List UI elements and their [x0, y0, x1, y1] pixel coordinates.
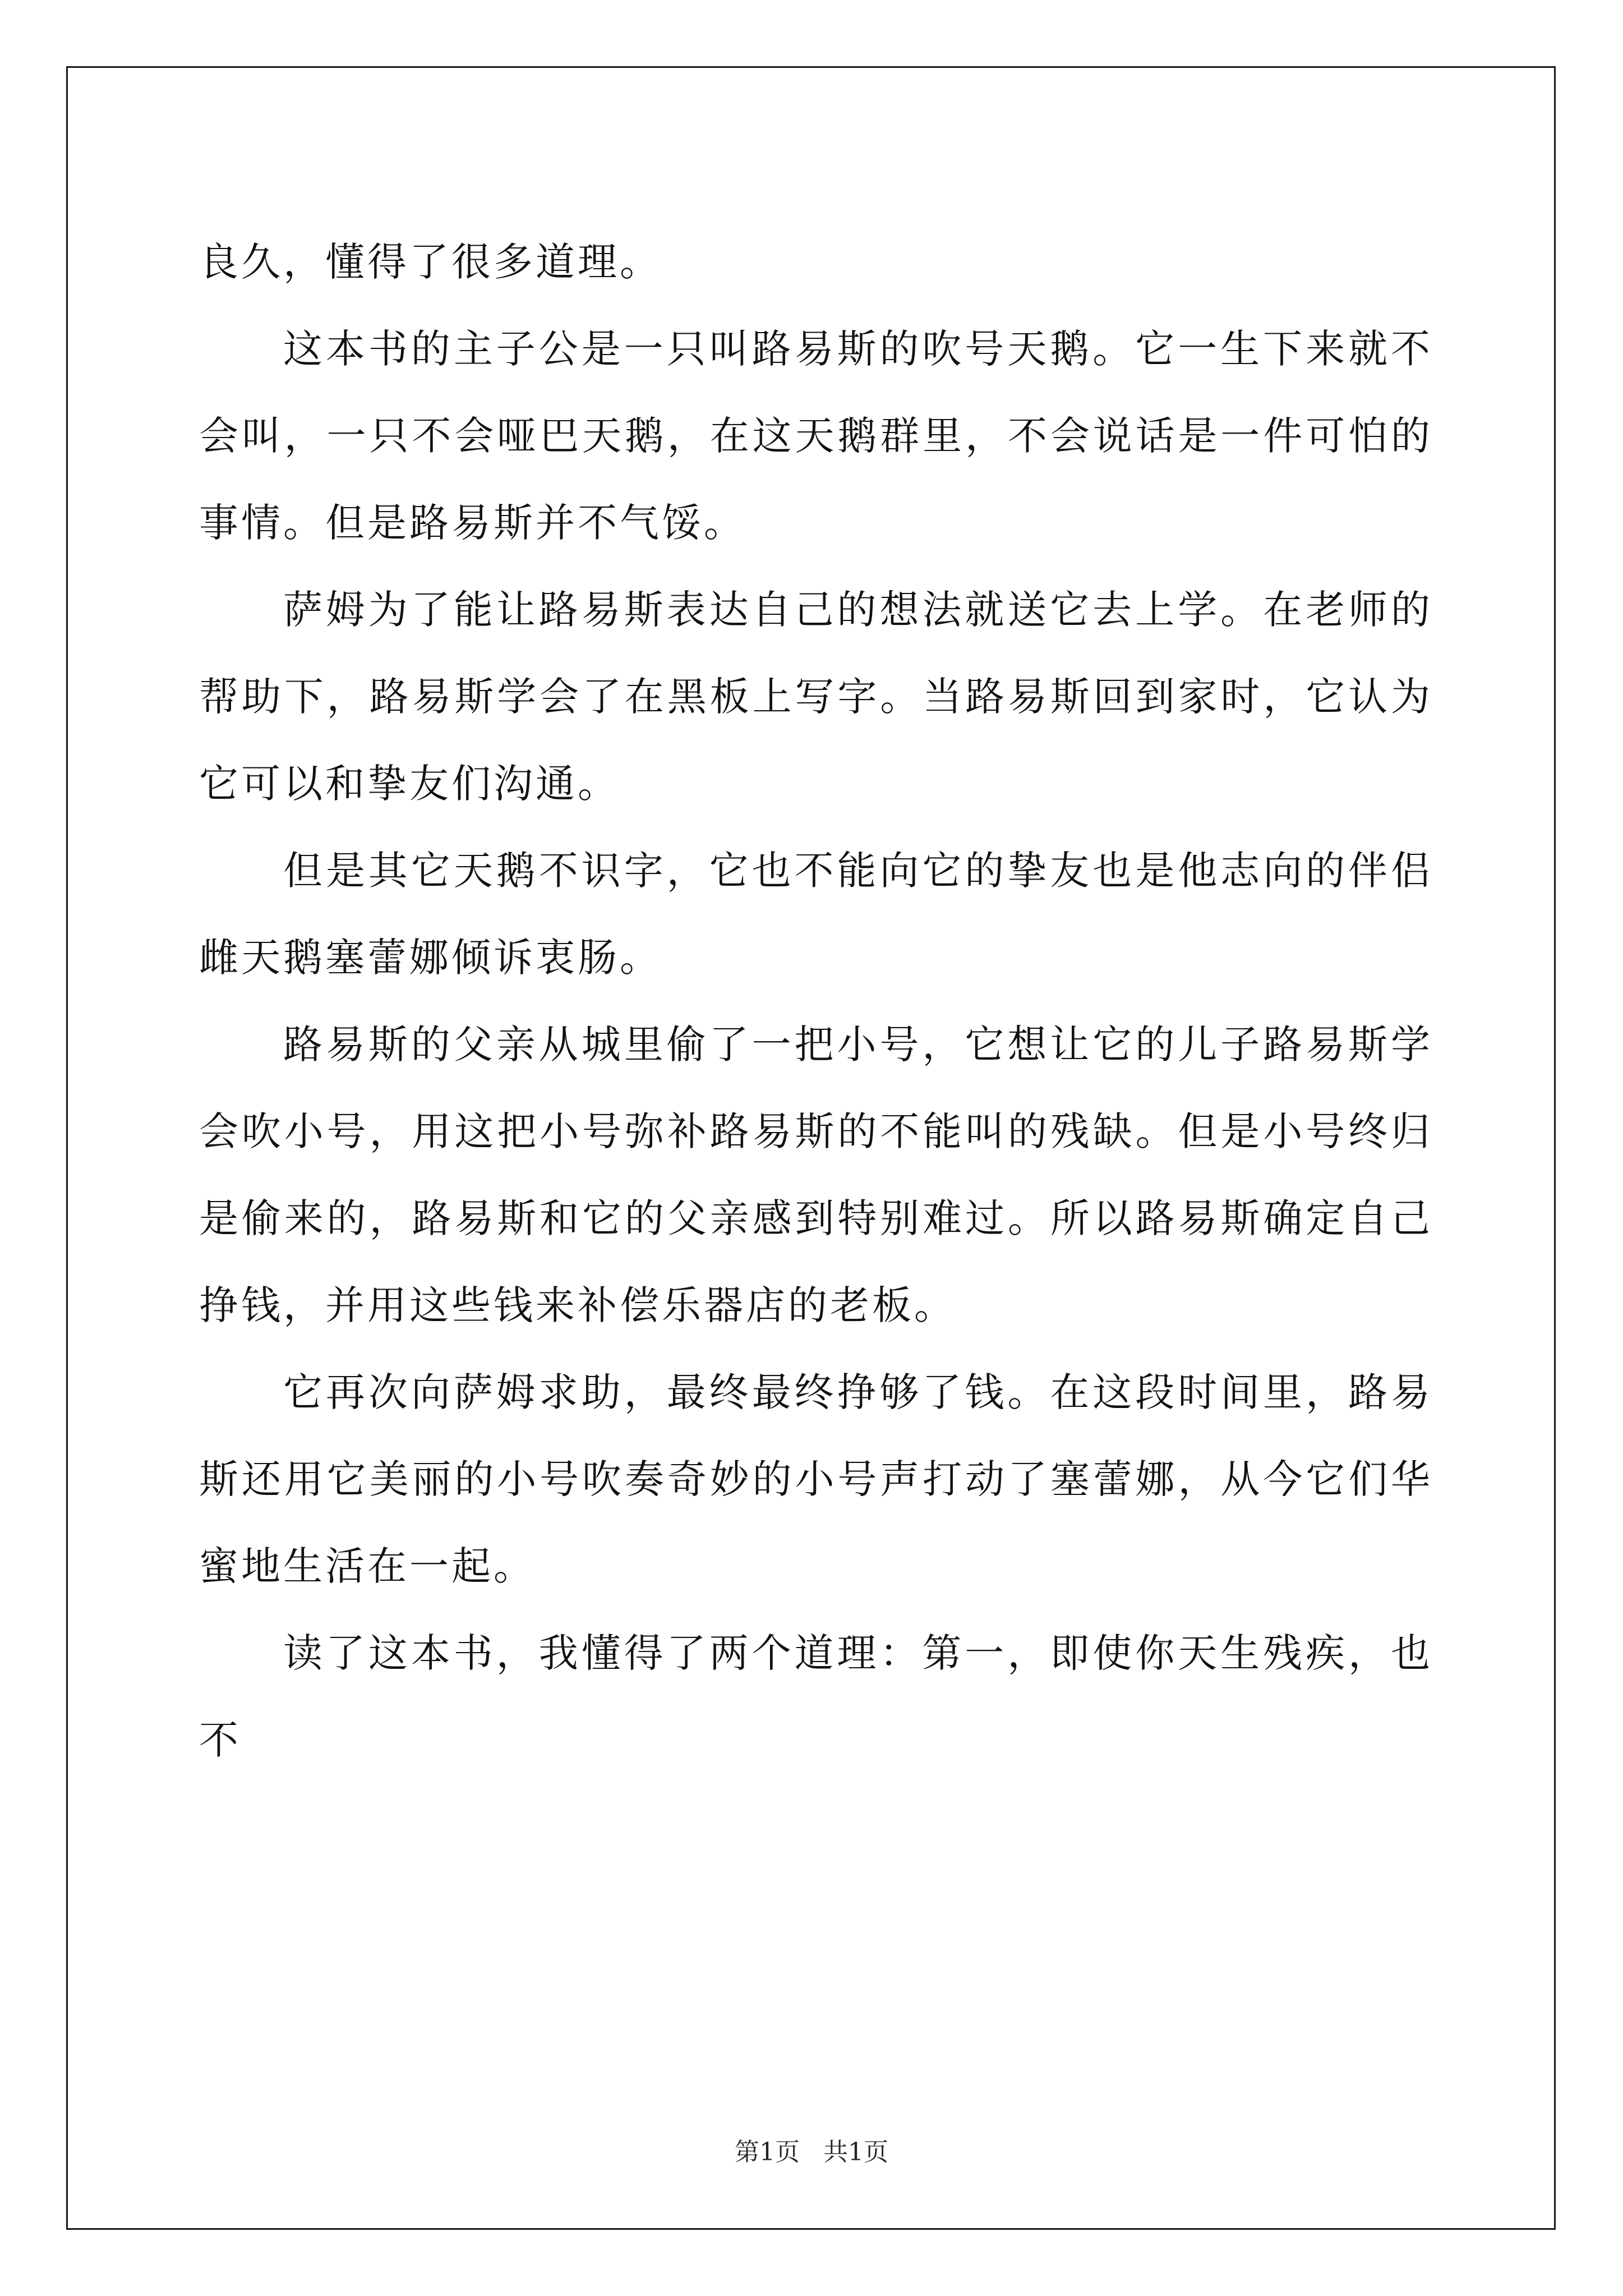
paragraph-7: 读了这本书，我懂得了两个道理：第一，即使你天生残疾，也不	[199, 1630, 1433, 1763]
paragraph-4: 但是其它天鹅不识字，它也不能向它的挚友也是他志向的伴侣雌天鹅塞蕾娜倾诉衷肠。	[199, 848, 1433, 981]
paragraph-3: 萨姆为了能让路易斯表达自己的想法就送它去上学。在老师的帮助下，路易斯学会了在黑板上写字。当路易斯回到家时，它认为它可以和挚友们沟通。	[199, 587, 1433, 807]
paragraph-5: 路易斯的父亲从城里偷了一把小号，它想让它的儿子路易斯学会吹小号，用这把小号弥补路易斯的不能叫的残缺。但是小号终归是偷来的，路易斯和它的父亲感到特别难过。所以路易斯确定自己挣钱，并用这些钱来补偿乐器店的老板。	[199, 1022, 1433, 1328]
document-body	[199, 219, 1433, 1784]
page-number: 第1页	[735, 2138, 800, 2166]
paragraph-2: 这本书的主子公是一只叫路易斯的吹号天鹅。它一生下来就不会叫，一只不会哑巴天鹅，在这天鹅群里，不会说话是一件可怕的事情。但是路易斯并不气馁。	[199, 326, 1433, 546]
paragraph-1: 良久，懂得了很多道理。	[199, 239, 662, 285]
paragraph-6: 它再次向萨姆求助，最终最终挣够了钱。在这段时间里，路易斯还用它美丽的小号吹奏奇妙的小号声打动了塞蕾娜，从今它们华蜜地生活在一起。	[199, 1369, 1433, 1589]
page-total: 共1页	[823, 2138, 888, 2166]
page-footer	[0, 2132, 1623, 2168]
